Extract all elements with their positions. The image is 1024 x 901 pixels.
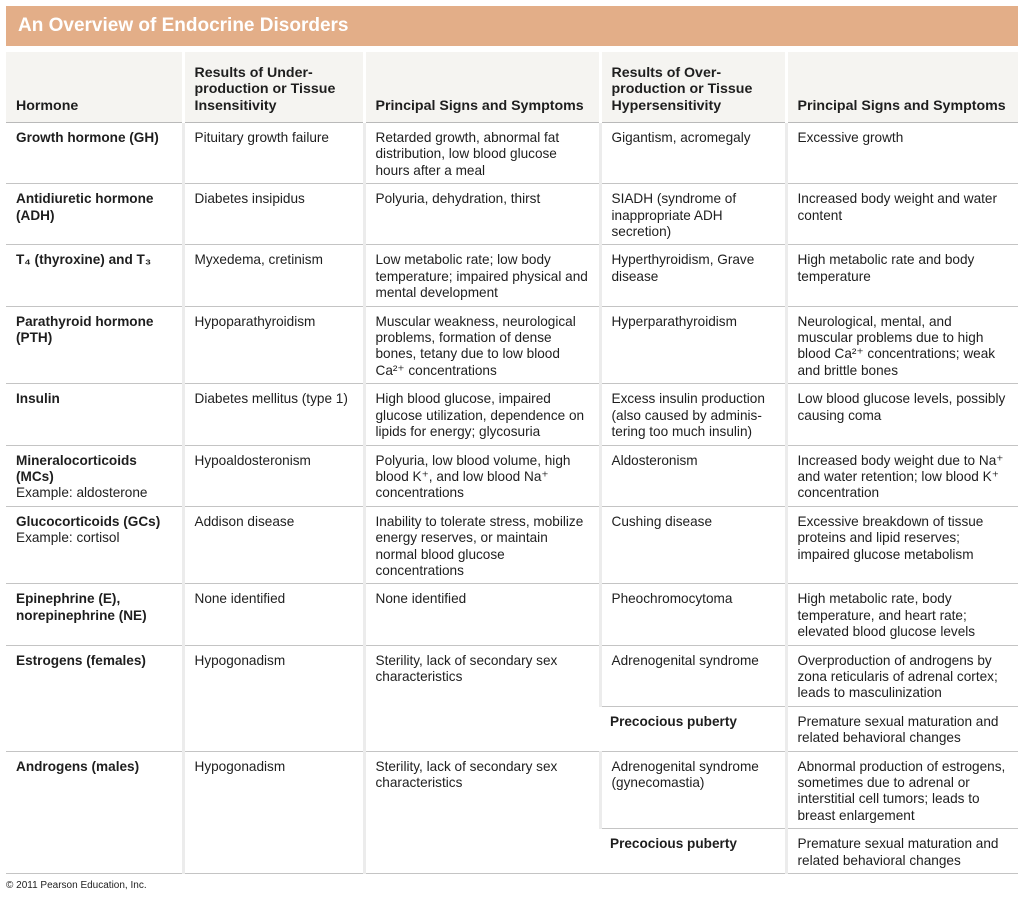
under-cell: None identified xyxy=(183,584,364,645)
under-cell: Diabetes insipidus xyxy=(183,184,364,245)
over-cell: Gigantism, acromegaly xyxy=(600,123,786,184)
under-signs-cell: Sterility, lack of secondary sex characteristics xyxy=(364,645,600,751)
table-row xyxy=(6,306,1018,384)
header-row xyxy=(6,52,1018,123)
table-row xyxy=(6,123,1018,184)
table-row xyxy=(6,184,1018,245)
under-signs-cell: Polyuria, low blood volume, high blood K⁺, and low blood Na⁺ concentrations xyxy=(364,445,600,506)
endocrine-disorders-table xyxy=(6,52,1018,874)
over-cell: Precocious puberty xyxy=(600,706,786,751)
under-signs-cell: Muscular weakness, neurological problems, formation of dense bones, tetany due to low blood Ca²⁺ concentrations xyxy=(364,306,600,384)
over-signs-cell: High metabolic rate and body temperature xyxy=(786,245,1018,306)
under-cell: Hypogonadism xyxy=(183,751,364,873)
over-signs-cell: Excessive growth xyxy=(786,123,1018,184)
endocrine-table-container xyxy=(6,52,1018,874)
header-under-signs: Principal Signs and Symptoms xyxy=(364,52,600,123)
table-row xyxy=(6,506,1018,584)
under-signs-cell: Low metabolic rate; low body temperature; impaired physical and mental development xyxy=(364,245,600,306)
over-cell: Excess insulin production (also caused by adminis-tering too much insulin) xyxy=(600,384,786,445)
table-row xyxy=(6,584,1018,645)
over-signs-cell: Overproduction of androgens by zona reticularis of adrenal cortex; leads to masculinization xyxy=(786,645,1018,706)
over-signs-cell: Abnormal production of estrogens, sometimes due to adrenal or interstitial cell tumors; leads to breast enlargement xyxy=(786,751,1018,829)
copyright-footer: © 2011 Pearson Education, Inc. xyxy=(6,880,147,891)
under-signs-cell: Inability to tolerate stress, mobilize energy reserves, or maintain normal blood glucose concentrations xyxy=(364,506,600,584)
under-signs-cell: Polyuria, dehydration, thirst xyxy=(364,184,600,245)
table-title: An Overview of Endocrine Disorders xyxy=(6,6,1018,46)
over-signs-cell: Excessive breakdown of tissue proteins and lipid reserves; impaired glucose metabolism xyxy=(786,506,1018,584)
over-cell: Precocious puberty xyxy=(600,829,786,874)
table-row xyxy=(6,245,1018,306)
under-cell: Addison disease xyxy=(183,506,364,584)
over-signs-cell: Increased body weight and water content xyxy=(786,184,1018,245)
over-cell: Hyperparathyroidism xyxy=(600,306,786,384)
hormone-cell: Parathyroid hormone (PTH) xyxy=(6,306,183,384)
header-underproduction: Results of Under-production or Tissue Insensitivity xyxy=(183,52,364,123)
under-signs-cell: Retarded growth, abnormal fat distribution, low blood glucose hours after a meal xyxy=(364,123,600,184)
under-signs-cell: None identified xyxy=(364,584,600,645)
table-row xyxy=(6,645,1018,706)
hormone-cell xyxy=(6,445,183,506)
header-over-signs: Principal Signs and Symptoms xyxy=(786,52,1018,123)
under-cell: Myxedema, cretinism xyxy=(183,245,364,306)
over-cell: Aldosteronism xyxy=(600,445,786,506)
hormone-example: Example: aldosterone xyxy=(16,485,148,501)
under-cell: Hypoaldosteronism xyxy=(183,445,364,506)
hormone-cell: T₄ (thyroxine) and T₃ xyxy=(6,245,183,306)
hormone-cell: Estrogens (females) xyxy=(6,645,183,751)
over-signs-cell: Premature sexual maturation and related behavioral changes xyxy=(786,829,1018,874)
hormone-cell: Insulin xyxy=(6,384,183,445)
under-cell: Hypogonadism xyxy=(183,645,364,751)
hormone-cell: Epinephrine (E), norepinephrine (NE) xyxy=(6,584,183,645)
header-hormone: Hormone xyxy=(6,52,183,123)
header-overproduction: Results of Over-production or Tissue Hypersensitivity xyxy=(600,52,786,123)
under-cell: Hypoparathyroidism xyxy=(183,306,364,384)
table-header xyxy=(6,52,1018,123)
over-signs-cell: Increased body weight due to Na⁺ and water retention; low blood K⁺ concentration xyxy=(786,445,1018,506)
hormone-cell: Growth hormone (GH) xyxy=(6,123,183,184)
table-row xyxy=(6,445,1018,506)
over-cell: Hyperthyroidism, Grave disease xyxy=(600,245,786,306)
over-cell: Adrenogenital syndrome (gynecomastia) xyxy=(600,751,786,829)
hormone-name: Mineralocorticoids (MCs) xyxy=(16,452,137,484)
over-cell: SIADH (syndrome of inappropriate ADH secretion) xyxy=(600,184,786,245)
over-cell: Adrenogenital syndrome xyxy=(600,645,786,706)
table-body xyxy=(6,123,1018,874)
over-cell: Cushing disease xyxy=(600,506,786,584)
over-signs-cell: High metabolic rate, body temperature, and heart rate; elevated blood glucose levels xyxy=(786,584,1018,645)
under-signs-cell: High blood glucose, impaired glucose utilization, dependence on lipids for energy; glycosuria xyxy=(364,384,600,445)
over-cell: Pheochromocytoma xyxy=(600,584,786,645)
hormone-name: Glucocorticoids (GCs) xyxy=(16,513,161,529)
under-cell: Diabetes mellitus (type 1) xyxy=(183,384,364,445)
hormone-cell: Antidiuretic hormone (ADH) xyxy=(6,184,183,245)
table-row xyxy=(6,751,1018,829)
hormone-cell xyxy=(6,506,183,584)
hormone-example: Example: cortisol xyxy=(16,530,120,546)
under-signs-cell: Sterility, lack of secondary sex characteristics xyxy=(364,751,600,873)
over-signs-cell: Low blood glucose levels, possibly causing coma xyxy=(786,384,1018,445)
under-cell: Pituitary growth failure xyxy=(183,123,364,184)
over-signs-cell: Neurological, mental, and muscular problems due to high blood Ca²⁺ concentrations; weak and brittle bones xyxy=(786,306,1018,384)
hormone-cell: Androgens (males) xyxy=(6,751,183,873)
over-signs-cell: Premature sexual maturation and related behavioral changes xyxy=(786,706,1018,751)
table-row xyxy=(6,384,1018,445)
